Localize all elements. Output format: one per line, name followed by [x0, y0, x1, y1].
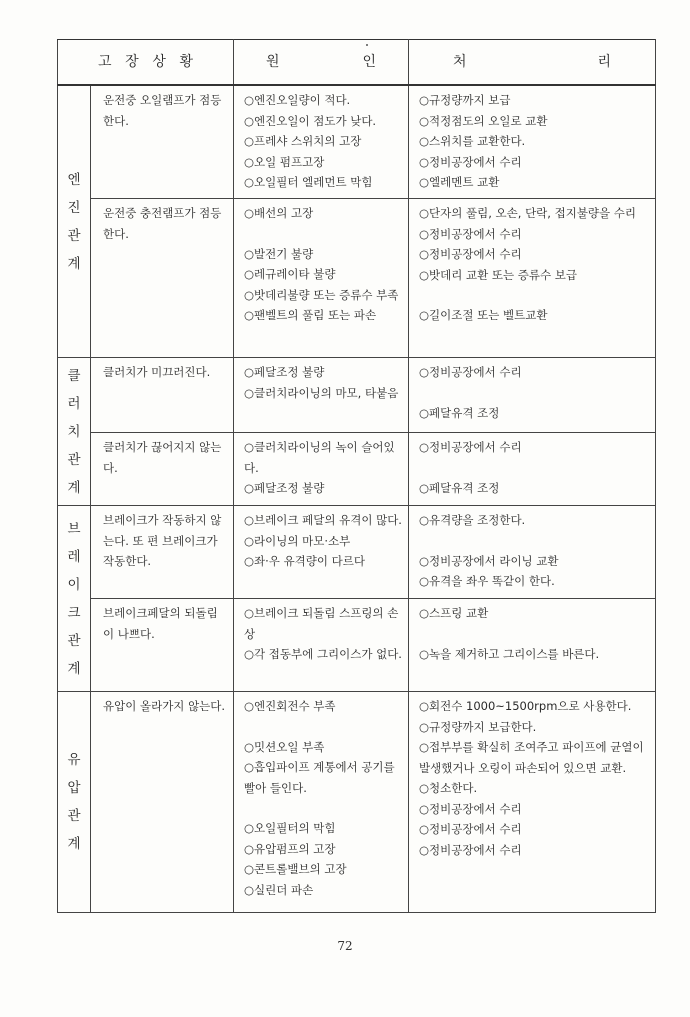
cause-item: ○유압펌프의 고장 [244, 841, 336, 856]
page-number: 72 [337, 939, 353, 953]
fix-cell [409, 692, 656, 913]
header-cause-char: 원 [266, 53, 280, 70]
fix-item: ○길이조절 또는 벨트교환 [419, 308, 548, 322]
category-brake [58, 506, 91, 692]
category-char: 진 [67, 199, 81, 216]
cause-item: ○브레이크 되돌림 스프링의 손상 [244, 606, 399, 641]
cause-item: ○라이닝의 마모·소부 [244, 533, 351, 548]
spacer [244, 717, 402, 737]
fix-cell [409, 433, 656, 506]
table-row [58, 358, 656, 433]
fix-item: ○스위치를 교환한다. [419, 134, 526, 148]
spacer [419, 458, 649, 478]
cause-item: ○클러치라이닝의 녹이 슬어있다. [244, 440, 395, 475]
category-char: 관 [67, 227, 81, 244]
fix-item: ○정비공장에서 라이닝 교환 [419, 553, 559, 568]
fix-item: ○정비공장에서 수리 [419, 226, 522, 241]
fix-item: ○페달유격 조정 [419, 405, 500, 420]
fix-item: ○정비공장에서 수리 [419, 154, 522, 169]
fix-item: ○정비공장에서 수리 [419, 365, 522, 379]
cause-item: ○클러치라이닝의 마모, 타붙음 [244, 385, 399, 400]
category-char: 관 [67, 451, 81, 468]
category-char: 이 [67, 576, 81, 593]
cause-item: ○각 접동부에 그리이스가 없다. [244, 647, 402, 661]
cause-cell [234, 692, 409, 913]
header-fix [409, 40, 656, 86]
category-char: 크 [67, 604, 81, 621]
fix-item: ○밧데리 교환 또는 증류수 보급 [419, 267, 577, 282]
category-char: 치 [67, 423, 81, 440]
fix-item: ○페달유격 조정 [419, 480, 500, 495]
fix-item: ○규정량까지 보급한다. [419, 719, 537, 734]
category-char: 계 [67, 660, 81, 677]
cause-item: ○밋션오일 부족 [244, 739, 325, 754]
category-char: 클 [67, 367, 81, 384]
cause-item: ○페달조정 불량 [244, 481, 325, 495]
category-char: 러 [67, 395, 81, 412]
category-char: 관 [67, 632, 81, 649]
symptom-cell: 운전중 충전램프가 점등한다. [91, 199, 234, 358]
fix-item: ○정비공장에서 수리 [419, 822, 522, 836]
fix-cell [409, 358, 656, 433]
table-row [58, 433, 656, 506]
table-row [58, 506, 656, 599]
spacer [419, 285, 649, 305]
header-symptom-char: 상 [152, 53, 166, 70]
category-char: 압 [67, 780, 81, 796]
cause-item: ○브레이크 페달의 유격이 많다. [244, 513, 402, 527]
category-char: 레 [67, 548, 81, 565]
spacer [419, 531, 649, 551]
table-row [58, 692, 656, 913]
symptom-cell: 클러치가 끊어지지 않는다. [91, 433, 234, 506]
header-fix-char: 처 [453, 53, 467, 70]
symptom-cell: 유압이 올라가지 않는다. [91, 692, 234, 913]
symptom-cell: 브레이크페달의 되돌림이 나쁘다. [91, 599, 234, 692]
header-symptom [58, 40, 234, 86]
category-char: 계 [67, 255, 81, 272]
cause-item: ○오일필터의 막힘 [244, 821, 336, 835]
fix-item: ○청소한다. [419, 781, 478, 795]
header-symptom-char: 고 [98, 53, 112, 70]
fix-item: ○정비공장에서 수리 [419, 247, 522, 261]
category-char: 유 [67, 752, 81, 768]
category-char: 엔 [67, 171, 81, 188]
symptom-cell: 브레이크가 작동하지 않는다. 또 편 브레이크가 작동한다. [91, 506, 234, 599]
category-char: 브 [67, 520, 81, 537]
fix-cell [409, 506, 656, 599]
spacer [244, 798, 402, 818]
cause-cell [234, 85, 409, 199]
fix-cell [409, 199, 656, 358]
cause-cell [234, 506, 409, 599]
cause-item: ○팬벨트의 풀림 또는 파손 [244, 308, 377, 322]
table-row [58, 599, 656, 692]
cause-cell [234, 358, 409, 433]
fix-item: ○유격을 좌우 똑같이 한다. [419, 574, 555, 588]
cause-item: ○오일필터 엘레먼트 막힘 [244, 175, 373, 189]
troubleshooting-table [57, 39, 656, 913]
fix-item: ○적정점도의 오일로 교환 [419, 113, 548, 128]
fix-item: ○유격량을 조정한다. [419, 513, 526, 527]
category-hydraulic [58, 692, 91, 913]
cause-item: ○페달조정 불량 [244, 365, 325, 379]
table-row [58, 85, 656, 199]
cause-item: ○흡입파이프 계통에서 공기를 빨아 들인다. [244, 760, 395, 795]
category-char: 계 [67, 836, 81, 852]
fix-item: ○녹을 제거하고 그리이스를 바른다. [419, 646, 600, 661]
fix-cell [409, 85, 656, 199]
fix-item: ○회전수 1000~1500rpm으로 사용한다. [419, 699, 632, 713]
category-char: 관 [67, 808, 81, 824]
cause-item: ○밧데리불량 또는 증류수 부족 [244, 287, 399, 302]
cause-item: ○실린더 파손 [244, 882, 314, 897]
cause-item: ○엔진오일이 점도가 낮다. [244, 113, 377, 128]
cause-cell [234, 199, 409, 358]
cause-cell [234, 433, 409, 506]
fix-item: ○엘레멘트 교환 [419, 175, 500, 189]
cause-item: ○발전기 불량 [244, 246, 314, 261]
fix-item: ○접부부를 확실히 조여주고 파이프에 균열이 발생했거나 오링이 파손되어 있으면 교환. [419, 740, 644, 775]
fix-item: ○스프링 교환 [419, 606, 489, 620]
cause-item: ○좌·우 유격량이 다르다 [244, 554, 365, 568]
cause-cell [234, 599, 409, 692]
category-char: 계 [67, 479, 81, 496]
fix-item: ○규정량까지 보급 [419, 93, 511, 107]
fix-cell [409, 599, 656, 692]
fix-item: ○정비공장에서 수리 [419, 842, 522, 857]
fix-item: ○정비공장에서 수리 [419, 440, 522, 454]
header-fix-char: 리 [597, 53, 611, 70]
category-engine [58, 85, 91, 358]
symptom-cell: 운전중 오일램프가 점등한다. [91, 85, 234, 199]
fix-item: ○정비공장에서 수리 [419, 801, 522, 816]
cause-item: ○프레샤 스위치의 고장 [244, 134, 362, 148]
table-header-row [58, 40, 656, 86]
spacer [244, 224, 402, 244]
cause-item: ○오일 펌프고장 [244, 154, 325, 169]
header-symptom-char: 황 [179, 53, 193, 70]
table-row [58, 199, 656, 358]
header-cause [234, 40, 409, 86]
category-clutch [58, 358, 91, 506]
spacer [419, 383, 649, 403]
header-symptom-char: 장 [125, 53, 139, 70]
symptom-cell: 클러치가 미끄러진다. [91, 358, 234, 433]
header-cause-char: 인 [362, 53, 376, 70]
cause-item: ○레규레이타 불량 [244, 267, 336, 281]
fix-item: ○단자의 풀림, 오손, 단락, 접지불량을 수리 [419, 206, 637, 220]
cause-item: ○콘트롤밸브의 고장 [244, 862, 347, 876]
spacer [419, 624, 649, 644]
cause-item: ○배선의 고장 [244, 206, 314, 220]
cause-item: ○엔진회전수 부족 [244, 699, 336, 713]
cause-item: ○엔진오일량이 적다. [244, 93, 351, 107]
